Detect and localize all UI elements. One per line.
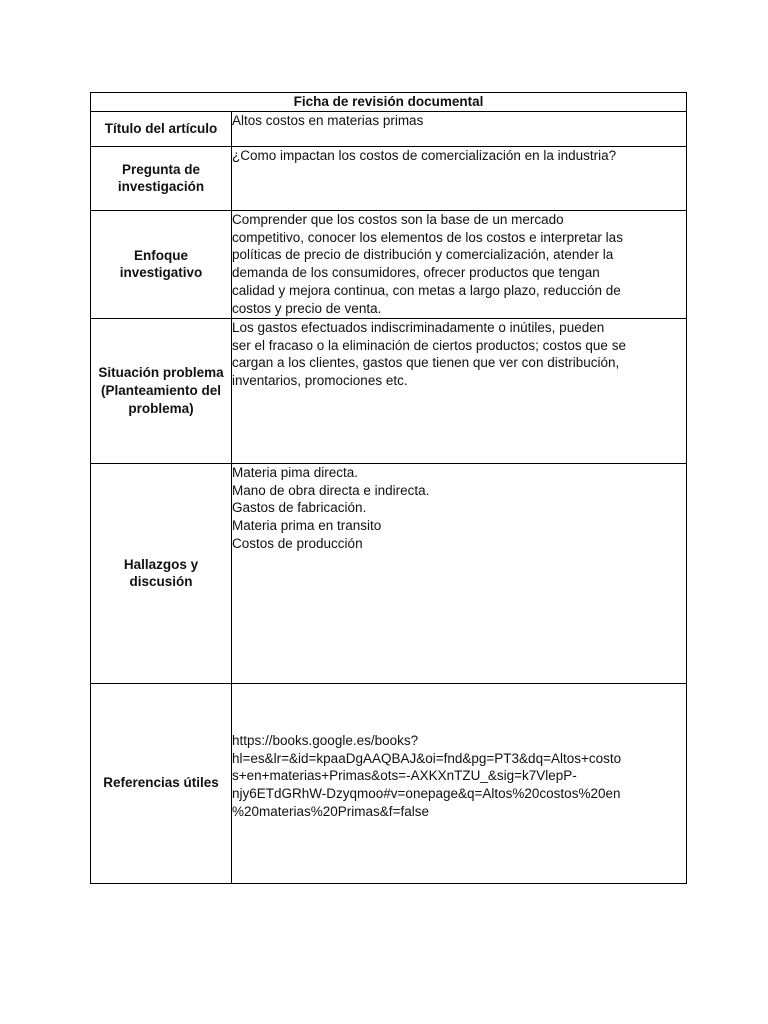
situacion-line: ser el fracaso o la eliminación de ciertos productos; costos que se — [232, 337, 626, 353]
review-sheet-table — [90, 92, 687, 884]
row-label-titulo: Título del artículo — [91, 111, 232, 146]
row-label-enfoque: Enfoque investigativo — [91, 210, 232, 318]
table-row-titulo — [91, 111, 687, 146]
table-row-referencias — [91, 683, 687, 883]
hallazgo-item: Materia prima en transito — [232, 518, 382, 534]
enfoque-line: demanda de los consumidores, ofrecer productos que tengan — [232, 265, 600, 281]
reference-url-line: https://books.google.es/books? — [232, 732, 419, 748]
row-value-titulo: Altos costos en materias primas — [232, 111, 687, 146]
enfoque-line: políticas de precio de distribución y comercialización, atender la — [232, 247, 614, 263]
hallazgo-item: Costos de producción — [232, 535, 363, 551]
reference-url-line: njy6ETdGRhW-Dzyqmoo#v=onepage&q=Altos%20costos%20en — [232, 786, 621, 802]
row-label-situacion: Situación problema (Planteamiento del problema) — [91, 318, 232, 463]
row-value-hallazgos — [232, 463, 687, 683]
reference-url-line: hl=es&lr=&id=kpaaDgAAQBAJ&oi=fnd&pg=PT3&dq=Altos+costo — [232, 750, 622, 766]
situacion-line: cargan a los clientes, gastos que tienen que ver con distribución, — [232, 355, 620, 371]
hallazgo-item: Materia pima directa. — [232, 464, 359, 480]
reference-url-line: s+en+materias+Primas&ots=-AXKXnTZU_&sig=k7VlepP- — [232, 768, 577, 784]
sheet-title: Ficha de revisión documental — [91, 93, 687, 112]
row-value-situacion — [232, 318, 687, 463]
table-header-row — [91, 93, 687, 112]
table-row-situacion — [91, 318, 687, 463]
row-label-referencias: Referencias útiles — [91, 683, 232, 883]
row-label-pregunta: Pregunta de investigación — [91, 146, 232, 210]
table-row-enfoque — [91, 210, 687, 318]
reference-link[interactable] — [232, 684, 686, 821]
table-row-hallazgos — [91, 463, 687, 683]
enfoque-line: Comprender que los costos son la base de un mercado — [232, 211, 564, 227]
row-value-enfoque — [232, 210, 687, 318]
row-label-hallazgos: Hallazgos y discusión — [91, 463, 232, 683]
row-value-pregunta: ¿Como impactan los costos de comercialización en la industria? — [232, 146, 687, 210]
reference-url-line: %20materias%20Primas&f=false — [232, 803, 429, 819]
hallazgo-item: Gastos de fabricación. — [232, 500, 367, 516]
situacion-line: inventarios, promociones etc. — [232, 373, 408, 389]
hallazgo-item: Mano de obra directa e indirecta. — [232, 482, 430, 498]
enfoque-line: calidad y mejora continua, con metas a largo plazo, reducción de — [232, 282, 621, 298]
table-row-pregunta — [91, 146, 687, 210]
enfoque-line: costos y precio de venta. — [232, 300, 382, 316]
situacion-line: Los gastos efectuados indiscriminadamente o inútiles, pueden — [232, 319, 605, 335]
enfoque-line: competitivo, conocer los elementos de los costos e interpretar las — [232, 229, 623, 245]
row-value-referencias — [232, 683, 687, 883]
